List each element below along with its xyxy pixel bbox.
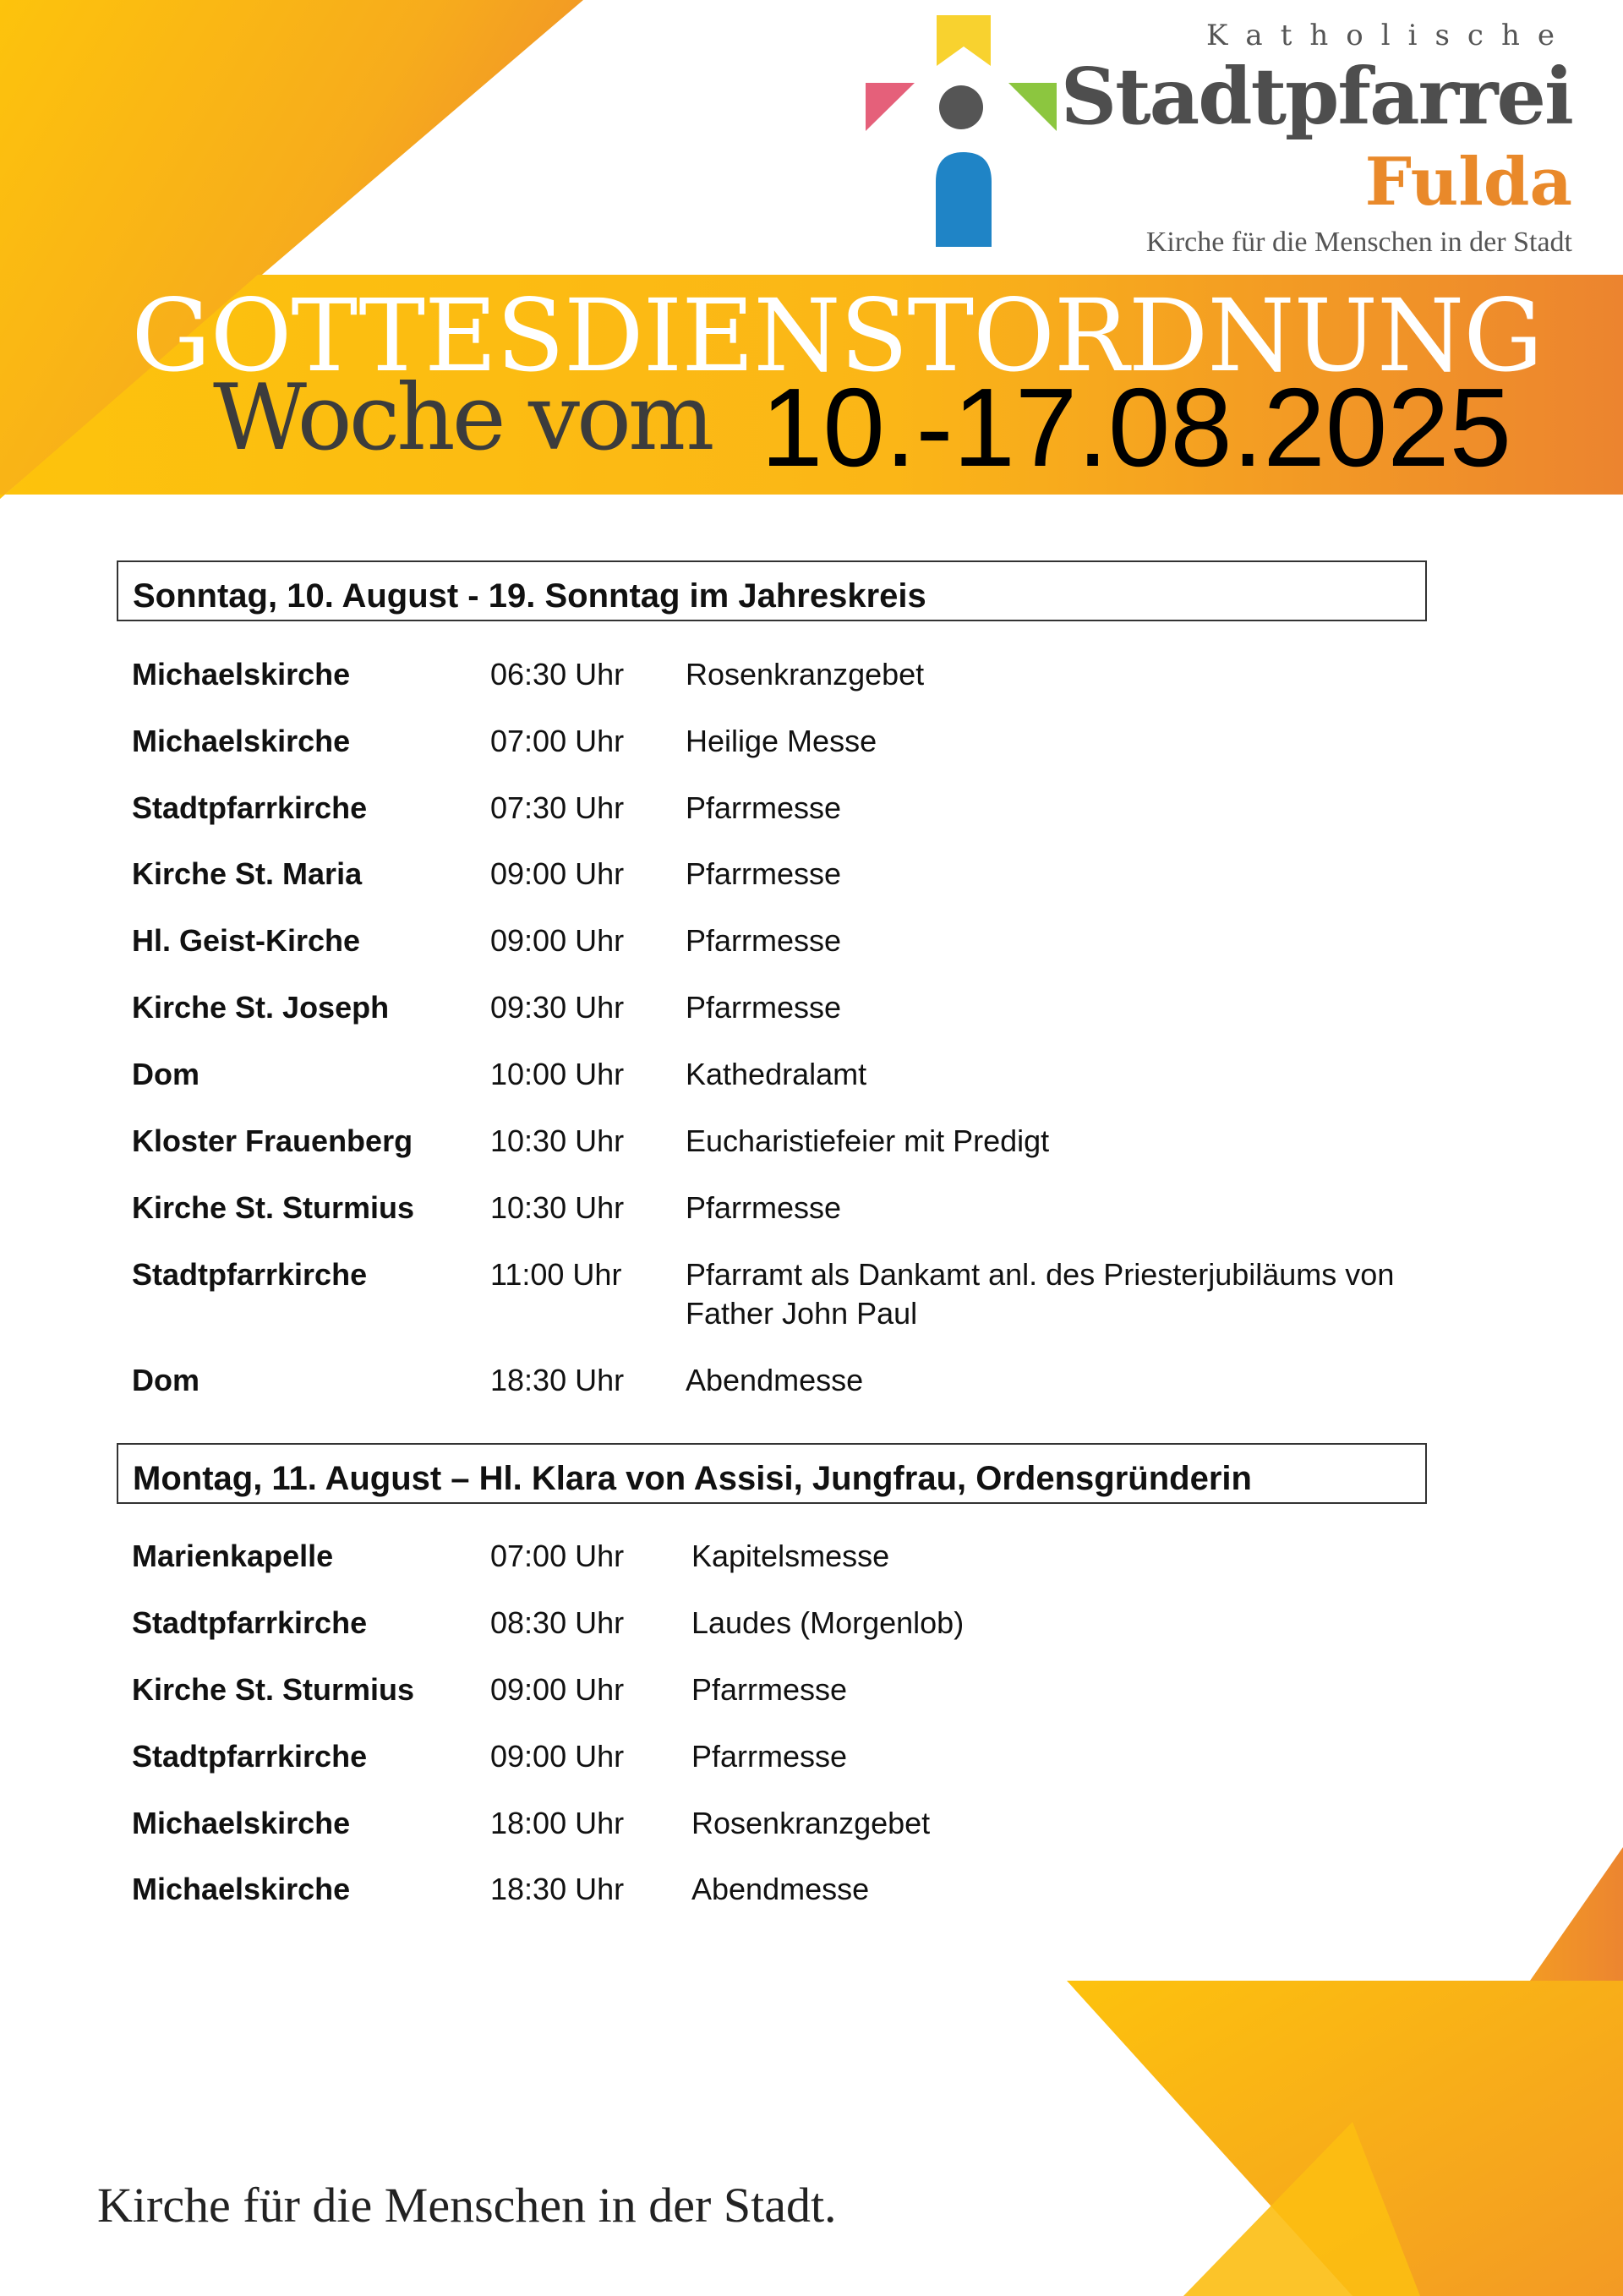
schedule-location: Stadtpfarrkirche [132, 1605, 368, 1640]
parish-logo [854, 8, 1615, 262]
schedule-service: Heilige Messe [686, 724, 877, 758]
cross-logo-icon [854, 8, 1065, 262]
logo-katholische: Katholische [1206, 19, 1572, 52]
schedule-service: Pfarrmesse [686, 990, 842, 1025]
schedule-location: Dom [132, 1057, 199, 1091]
schedule-time: 18:00 Uhr [490, 1806, 625, 1840]
schedule-time: 10:00 Uhr [490, 1057, 625, 1091]
schedule-service: Pfarrmesse [691, 1672, 848, 1707]
schedule-service: Kapitelsmesse [691, 1539, 890, 1573]
schedule-location: Stadtpfarrkirche [132, 1257, 368, 1292]
schedule-time: 08:30 Uhr [490, 1605, 625, 1640]
schedule-location: Michaelskirche [132, 1806, 351, 1840]
schedule-service: Pfarramt als Dankamt anl. des Priesterjubiläums von Father John Paul [686, 1257, 1395, 1331]
schedule-location: Kirche St. Joseph [132, 990, 390, 1025]
schedule-service: Abendmesse [691, 1872, 870, 1906]
schedule-service: Rosenkranzgebet [686, 657, 925, 692]
schedule-time: 18:30 Uhr [490, 1363, 625, 1397]
schedule-time: 10:30 Uhr [490, 1123, 625, 1158]
schedule-location: Kirche St. Maria [132, 856, 363, 891]
logo-tagline: Kirche für die Menschen in der Stadt [1145, 227, 1572, 258]
day-header-text: Sonntag, 10. August - 19. Sonntag im Jahreskreis [133, 577, 926, 615]
page-title: GOTTESDIENSTORDNUNG [131, 277, 1543, 394]
schedule-location: Michaelskirche [132, 657, 351, 692]
schedule-time: 09:00 Uhr [490, 1739, 625, 1774]
bottom-right-shape-2 [1530, 1847, 1623, 1981]
schedule-service: Eucharistiefeier mit Predigt [686, 1123, 1050, 1158]
schedule-time: 11:00 Uhr [490, 1257, 622, 1292]
schedule-service: Abendmesse [686, 1363, 864, 1397]
schedule-location: Stadtpfarrkirche [132, 1739, 368, 1774]
schedule-time: 09:00 Uhr [490, 856, 625, 891]
schedule-service: Laudes (Morgenlob) [691, 1605, 965, 1640]
day-header-sunday [117, 560, 1427, 621]
schedule-time: 09:00 Uhr [490, 923, 625, 958]
schedule-service: Pfarrmesse [686, 790, 842, 825]
week-label: Woche vom [213, 365, 712, 471]
day-header-monday [117, 1443, 1427, 1504]
schedule-location: Michaelskirche [132, 724, 351, 758]
schedule-time: 07:00 Uhr [490, 1539, 625, 1573]
schedule-service: Pfarrmesse [686, 856, 842, 891]
schedule-service: Rosenkranzgebet [691, 1806, 931, 1840]
schedule-time: 07:00 Uhr [490, 724, 625, 758]
schedule-time: 18:30 Uhr [490, 1872, 625, 1906]
schedule-time: 07:30 Uhr [490, 790, 625, 825]
day-header-text: Montag, 11. August – Hl. Klara von Assisi, Jungfrau, Ordensgründerin [133, 1460, 1252, 1497]
logo-stadtpfarrei: Stadtpfarrei [1060, 51, 1572, 142]
schedule-time: 09:30 Uhr [490, 990, 625, 1025]
schedule-service: Pfarrmesse [686, 1190, 842, 1225]
schedule-location: Kirche St. Sturmius [132, 1672, 415, 1707]
schedule-service: Pfarrmesse [691, 1739, 848, 1774]
schedule-location: Hl. Geist-Kirche [132, 923, 361, 958]
date-range: 10.-17.08.2025 [761, 365, 1512, 489]
schedule-location: Kirche St. Sturmius [132, 1190, 415, 1225]
schedule-location: Michaelskirche [132, 1872, 351, 1906]
logo-fulda: Fulda [1364, 144, 1572, 221]
schedule-time: 09:00 Uhr [490, 1672, 625, 1707]
schedule-location: Kloster Frauenberg [132, 1123, 413, 1158]
schedule-time: 10:30 Uhr [490, 1190, 625, 1225]
footer-tagline: Kirche für die Menschen in der Stadt. [97, 2178, 837, 2233]
schedule-time: 06:30 Uhr [490, 657, 625, 692]
schedule-service: Pfarrmesse [686, 923, 842, 958]
schedule-location: Stadtpfarrkirche [132, 790, 368, 825]
schedule-location: Dom [132, 1363, 199, 1397]
schedule-location: Marienkapelle [132, 1539, 334, 1573]
schedule-service: Kathedralamt [686, 1057, 867, 1091]
